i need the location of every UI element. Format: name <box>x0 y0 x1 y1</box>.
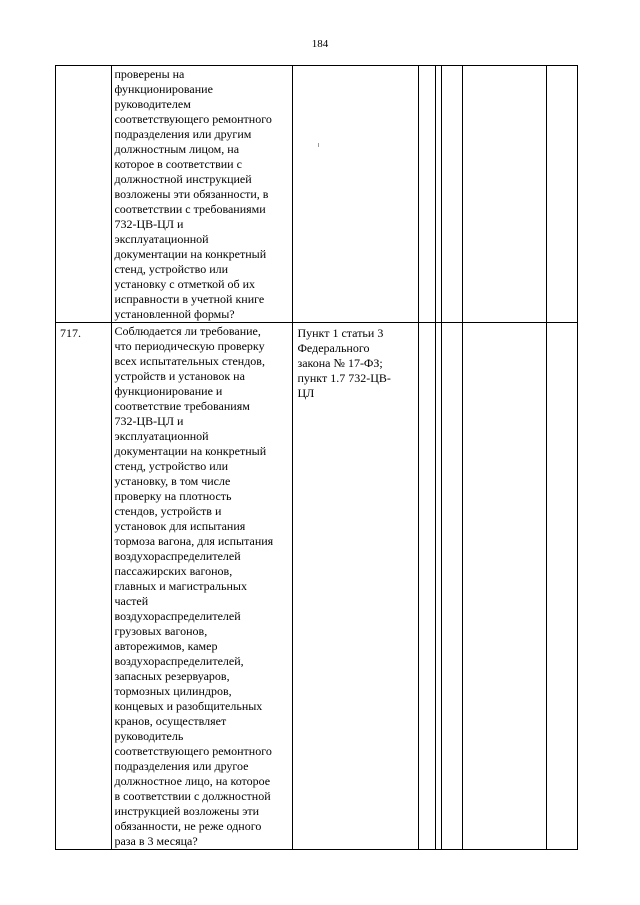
requirement-line: соответствующего ремонтного <box>114 112 272 126</box>
empty-cell <box>546 66 577 323</box>
empty-cell <box>546 323 577 850</box>
row-number-cell: 717. <box>56 323 112 850</box>
requirement-line: устройств и установок на <box>114 369 245 383</box>
reference-cell <box>293 66 419 323</box>
requirement-line: должностной инструкцией <box>114 172 252 186</box>
requirement-line: подразделения или другое <box>114 759 249 773</box>
requirement-line: стендов, устройств и <box>114 504 222 518</box>
requirement-line: эксплуатационной <box>114 232 209 246</box>
requirement-line: обязанности, не реже одного <box>114 819 262 833</box>
page-number: 184 <box>311 38 329 50</box>
requirement-line: всех испытательных стендов, <box>114 354 265 368</box>
requirement-text-cell <box>112 323 293 850</box>
requirement-line: Соблюдается ли требование, <box>114 324 261 338</box>
reference-line: Федерального <box>297 341 370 355</box>
requirement-line: установленной формы? <box>114 307 235 321</box>
reference-cell <box>293 323 419 850</box>
empty-cell <box>418 323 435 850</box>
reference-line: пункт 1.7 732-ЦВ- <box>297 371 391 385</box>
table-row <box>56 323 578 850</box>
requirement-line: соответствии с требованиями <box>114 202 266 216</box>
requirement-line: эксплуатационной <box>114 429 209 443</box>
empty-cell <box>441 66 462 323</box>
requirement-line: авторежимов, камер <box>114 639 218 653</box>
requirement-line: пассажирских вагонов, <box>114 564 233 578</box>
requirement-line: концевых и разобщительных <box>114 699 263 713</box>
requirement-line: проверку на плотность <box>114 489 232 503</box>
requirement-line: раза в 3 месяца? <box>114 834 198 848</box>
requirement-line: документации на конкретный <box>114 444 267 458</box>
requirement-line: воздухораспределителей <box>114 549 241 563</box>
empty-cell <box>418 66 435 323</box>
requirement-line: соответствующего ремонтного <box>114 744 272 758</box>
requirement-line: главных и магистральных <box>114 579 247 593</box>
empty-cell <box>441 323 462 850</box>
reference-line: Пункт 1 статьи 3 <box>297 326 384 340</box>
requirement-line: воздухораспределителей, <box>114 654 244 668</box>
requirement-line: руководитель <box>114 729 184 743</box>
checklist-table <box>55 65 578 850</box>
requirement-line: 732-ЦВ-ЦЛ и <box>114 217 184 231</box>
requirement-line: установок для испытания <box>114 519 246 533</box>
requirement-line: соответствие требованиям <box>114 399 250 413</box>
table-row <box>56 66 578 323</box>
requirement-line: исправности в учетной книге <box>114 292 265 306</box>
requirement-line: возложены эти обязанности, в <box>114 187 269 201</box>
requirement-line: 732-ЦВ-ЦЛ и <box>114 414 184 428</box>
requirement-line: проверены на <box>114 67 185 81</box>
requirement-line: частей <box>114 594 149 608</box>
requirement-line: запасных резервуаров, <box>114 669 230 683</box>
requirement-line: которое в соответствии с <box>114 157 242 171</box>
requirement-line: стенд, устройство или <box>114 459 229 473</box>
requirement-line: инструкцией возложены эти <box>114 804 260 818</box>
requirement-line: должностным лицом, на <box>114 142 240 156</box>
requirement-line: грузовых вагонов, <box>114 624 208 638</box>
requirement-text-cell <box>112 66 293 323</box>
empty-cell <box>462 66 546 323</box>
requirement-line: стенд, устройство или <box>114 262 229 276</box>
requirement-line: что периодическую проверку <box>114 339 265 353</box>
requirement-line: документации на конкретный <box>114 247 267 261</box>
requirement-line: кранов, осуществляет <box>114 714 227 728</box>
requirement-line: в соответствии с должностной <box>114 789 271 803</box>
requirement-line: установку с отметкой об их <box>114 277 256 291</box>
requirement-line: функционирование и <box>114 384 223 398</box>
empty-cell <box>462 323 546 850</box>
requirement-line: воздухораспределителей <box>114 609 241 623</box>
requirement-line: должностное лицо, на которое <box>114 774 271 788</box>
requirement-line: тормоза вагона, для испытания <box>114 534 274 548</box>
requirement-line: руководителем <box>114 97 191 111</box>
requirement-line: установку, в том числе <box>114 474 231 488</box>
requirement-line: тормозных цилиндров, <box>114 684 232 698</box>
reference-line: закона № 17-ФЗ; <box>297 356 383 370</box>
row-number-cell <box>56 66 112 323</box>
requirement-line: подразделения или другим <box>114 127 252 141</box>
reference-line: ЦЛ <box>297 386 315 400</box>
scan-speck <box>318 143 319 147</box>
requirement-line: функционирование <box>114 82 213 96</box>
